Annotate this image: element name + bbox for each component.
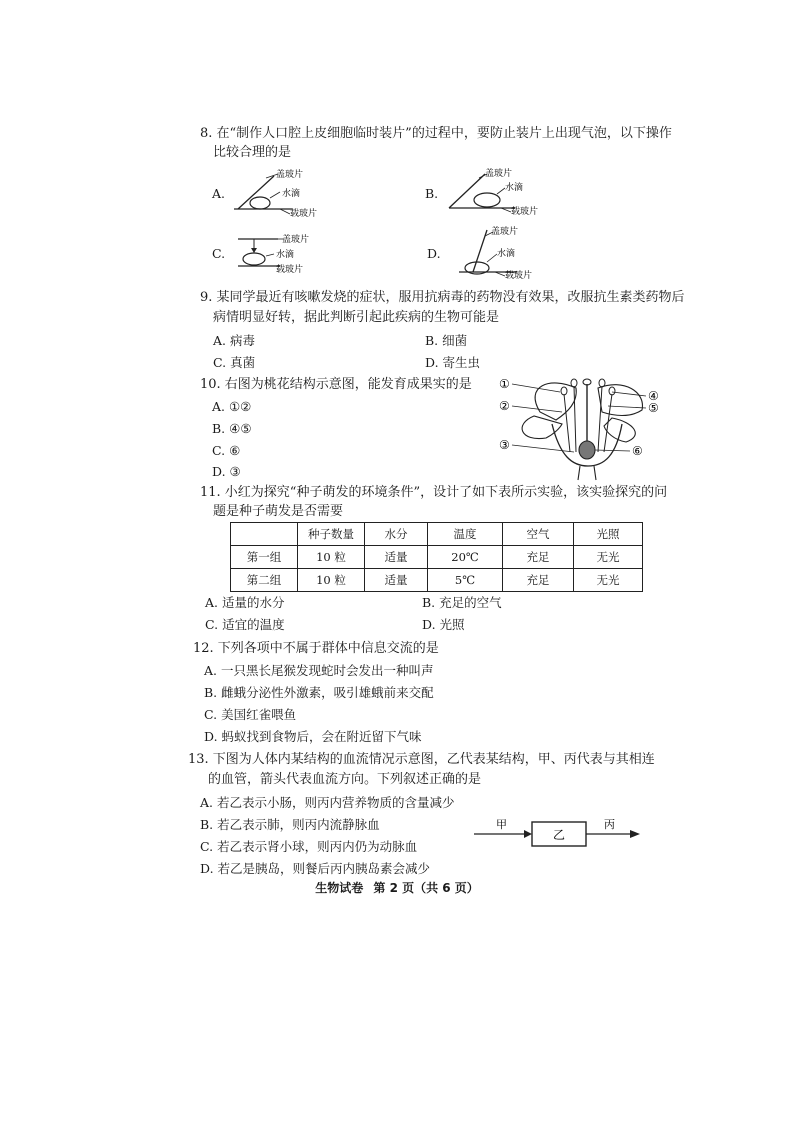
q9-stem-line1: 9. 某同学最近有咳嗽发烧的症状，服用抗病毒的药物没有效果，改服抗生素类药物后 [200,290,685,305]
marker-1: ① [499,377,510,391]
table-cell: 5℃ [428,569,503,592]
q13-option-a: A. 若乙表示小肠，则丙内营养物质的含量减少 [200,795,455,810]
q10-option-c: C. ⑥ [212,443,241,458]
q11-option-d: D. 光照 [422,617,465,632]
footer-subject: 生物试卷 [315,881,364,895]
petal-right [598,385,642,416]
label-water-drop: 水滴 [282,189,301,199]
pedicel [578,466,596,480]
q11-stem-line1: 11. 小红为探究“种子萌发的环境条件”，设计了如下表所示实验，该实验探究的问 [200,485,668,500]
q8-diagram-d [455,224,565,280]
table-header-cell [231,523,298,546]
table-cell: 适量 [365,546,428,569]
water-drop-shape [474,193,500,207]
q10-option-b: B. ④⑤ [212,421,252,436]
q13-option-c: C. 若乙表示肾小球，则丙内仍为动脉血 [200,839,418,854]
q10-option-a: A. ①② [212,399,252,414]
label-coverslip: 盖玻片 [491,227,519,237]
q11-option-a: A. 适量的水分 [205,595,285,610]
q9-stem-line2: 病情明显好转，据此判断引起此疾病的生物可能是 [213,310,500,325]
label-water-drop: 水滴 [497,249,516,259]
q8-option-c: C. [212,246,226,261]
q8-stem-line1: 8. 在“制作人口腔上皮细胞临时装片”的过程中，要防止装片上出现气泡，以下操作 [200,126,672,141]
q8-diagram-b [445,166,555,218]
table-cell: 第二组 [231,569,298,592]
label-slide: 载玻片 [511,207,539,217]
q8-option-b: B. [425,186,439,201]
label-bing: 丙 [604,818,615,831]
table-cell: 10 粒 [298,546,365,569]
label-coverslip: 盖玻片 [276,170,304,180]
label-water-drop: 水滴 [276,250,295,260]
table-header-cell: 光照 [574,523,643,546]
page-footer [0,879,794,896]
water-drop-shape [250,197,270,209]
table-header-row [231,523,643,546]
q8-diagram-c [232,232,322,276]
q13-stem-line2: 的血管，箭头代表血流方向。下列叙述正确的是 [208,772,482,787]
q11-option-b: B. 充足的空气 [422,595,502,610]
table-cell: 10 粒 [298,569,365,592]
label-yi: 乙 [553,828,566,842]
table-header-cell: 温度 [428,523,503,546]
label-slide: 载玻片 [505,271,533,280]
table-row [231,546,643,569]
label-jia: 甲 [496,818,507,831]
q9-option-b: B. 细菌 [425,333,468,348]
q10-stem: 10. 右图为桃花结构示意图，能发育成果实的是 [200,377,472,392]
table-cell: 无光 [574,569,643,592]
q12-option-b: B. 雌蛾分泌性外激素，吸引雄蛾前来交配 [204,685,434,700]
table-cell: 无光 [574,546,643,569]
q8-diagram-a [230,166,330,218]
ovary [579,441,595,459]
q9-option-c: C. 真菌 [213,355,256,370]
table-header-cell: 种子数量 [298,523,365,546]
q9-option-a: A. 病毒 [213,333,255,348]
coverslip-line [449,174,485,208]
blood-flow-diagram [470,816,650,856]
q13-option-d: D. 若乙是胰岛，则餐后丙内胰岛素会减少 [200,861,431,876]
table-row [231,569,643,592]
water-drop-shape [243,253,265,265]
footer-page-number: 第 2 页（共 6 页） [373,881,479,895]
q9-option-d: D. 寄生虫 [425,355,481,370]
table-header-cell: 空气 [503,523,574,546]
label-coverslip: 盖玻片 [485,169,513,179]
q13-option-b: B. 若乙表示肺，则丙内流静脉血 [200,817,380,832]
q8-option-d: D. [427,246,441,261]
marker-3: ③ [499,438,510,452]
table-cell: 充足 [503,569,574,592]
q12-option-c: C. 美国红雀喂鱼 [204,707,297,722]
q11-option-c: C. 适宜的温度 [205,617,285,632]
table-cell: 第一组 [231,546,298,569]
coverslip-line [473,230,487,272]
label-slide: 载玻片 [290,209,318,218]
q12-option-d: D. 蚂蚁找到食物后，会在附近留下气味 [204,729,422,744]
table-cell: 适量 [365,569,428,592]
table-cell: 20℃ [428,546,503,569]
q8-stem-line2: 比较合理的是 [213,145,292,160]
label-coverslip: 盖玻片 [282,235,310,245]
q8-option-a: A. [212,186,226,201]
table-header-cell: 水分 [365,523,428,546]
experiment-table [230,522,643,592]
coverslip-line [238,176,274,209]
q12-option-a: A. 一只黑长尾猴发现蛇时会发出一种叫声 [204,663,434,678]
q10-option-d: D. ③ [212,464,241,479]
marker-5: ⑤ [648,401,659,415]
marker-6: ⑥ [632,444,643,458]
q13-stem-line1: 13. 下图为人体内某结构的血流情况示意图，乙代表某结构，甲、丙代表与其相连 [188,752,655,767]
table-cell: 充足 [503,546,574,569]
q11-stem-line2: 题是种子萌发是否需要 [213,504,344,519]
label-water-drop: 水滴 [505,183,524,193]
peach-flower-diagram [494,372,674,484]
q12-stem: 12. 下列各项中不属于群体中信息交流的是 [193,641,439,656]
label-slide: 载玻片 [276,265,304,275]
marker-2: ② [499,399,510,413]
marker-4: ④ [648,389,659,403]
